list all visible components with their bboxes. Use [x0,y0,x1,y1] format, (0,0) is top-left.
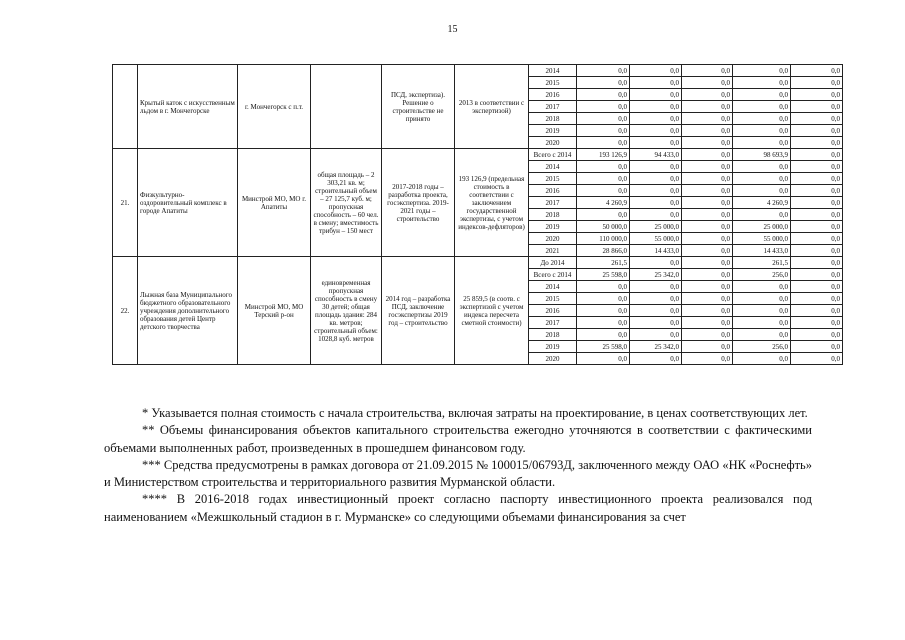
object-name: Физкультурно-оздоровительный комплекс в городе Апатиты [138,149,238,257]
value-regional-2: 0,0 [733,329,791,341]
object-stage: 2014 год – разработка ПСД, заключение госэкспертизы 2019 год – строительство [382,257,455,365]
value-municipal: 0,0 [791,329,843,341]
value-regional-2: 0,0 [733,125,791,137]
value-municipal: 0,0 [791,125,843,137]
value-municipal: 0,0 [791,353,843,365]
financing-table [112,64,843,365]
value-regional-2: 0,0 [733,185,791,197]
object-stage: ПСД, экспертиза). Решение о строительстве не принято [382,65,455,149]
object-name: Крытый каток с искусственным льдом в г. Мончегорске [138,65,238,149]
value-total: 0,0 [577,353,630,365]
value-regional-1: 0,0 [682,173,733,185]
object-customer: Минстрой МО, МО Терский р-он [238,257,311,365]
footnote-3: *** Средства предусмотрены в рамках договора от 21.09.2015 № 100015/06793Д, заключенного между ОАО «НК «Роснефть» и Министерством строительства и территориального развития Мурманской области. [104,457,812,490]
table-row [113,149,843,161]
value-federal: 0,0 [630,197,682,209]
value-federal: 0,0 [630,317,682,329]
year-cell: До 2014 [529,257,577,269]
value-total: 193 126,9 [577,149,630,161]
table-row [113,65,843,77]
object-capacity [311,65,382,149]
object-name: Лыжная база Муниципального бюджетного образовательного учреждения дополнительного образования детей Центр детского творчества [138,257,238,365]
year-cell: 2018 [529,113,577,125]
value-regional-1: 0,0 [682,113,733,125]
value-regional-2: 0,0 [733,65,791,77]
object-customer: г. Мончегорск с п.т. [238,65,311,149]
value-municipal: 0,0 [791,65,843,77]
year-cell: 2020 [529,233,577,245]
value-regional-1: 0,0 [682,317,733,329]
object-capacity: общая площадь – 2 303,21 кв. м; строительный объем – 27 125,7 куб. м; пропускная способность – 60 чел. в смену; вместимость трибун – 150 мест [311,149,382,257]
object-stage: 2017-2018 годы – разработка проекта, госэкспертиза. 2019-2021 годы – строительство [382,149,455,257]
year-cell: 2017 [529,101,577,113]
value-municipal: 0,0 [791,197,843,209]
value-municipal: 0,0 [791,77,843,89]
value-regional-2: 0,0 [733,209,791,221]
value-total: 0,0 [577,125,630,137]
value-federal: 0,0 [630,65,682,77]
value-federal: 0,0 [630,293,682,305]
value-regional-2: 14 433,0 [733,245,791,257]
value-municipal: 0,0 [791,161,843,173]
value-municipal: 0,0 [791,221,843,233]
value-regional-1: 0,0 [682,329,733,341]
year-cell: 2015 [529,173,577,185]
object-customer: Минстрой МО, МО г. Апатиты [238,149,311,257]
object-cost: 25 859,5 (в соотв. с экспертизой с учетом индекса пересчета сметной стоимости) [455,257,529,365]
value-federal: 0,0 [630,125,682,137]
year-cell: 2015 [529,77,577,89]
object-number: 21. [113,149,138,257]
value-total: 0,0 [577,173,630,185]
year-cell: 2020 [529,353,577,365]
value-municipal: 0,0 [791,281,843,293]
year-cell: 2019 [529,341,577,353]
value-total: 261,5 [577,257,630,269]
value-federal: 25 342,0 [630,341,682,353]
value-regional-2: 0,0 [733,101,791,113]
value-regional-1: 0,0 [682,245,733,257]
value-total: 0,0 [577,101,630,113]
value-regional-1: 0,0 [682,65,733,77]
year-cell: 2019 [529,221,577,233]
value-municipal: 0,0 [791,149,843,161]
year-cell: 2016 [529,185,577,197]
value-municipal: 0,0 [791,209,843,221]
value-regional-1: 0,0 [682,125,733,137]
value-federal: 0,0 [630,173,682,185]
value-regional-2: 0,0 [733,353,791,365]
value-municipal: 0,0 [791,113,843,125]
value-municipal: 0,0 [791,185,843,197]
value-total: 0,0 [577,113,630,125]
value-federal: 0,0 [630,257,682,269]
value-regional-1: 0,0 [682,149,733,161]
year-cell: 2014 [529,65,577,77]
value-municipal: 0,0 [791,305,843,317]
value-total: 0,0 [577,329,630,341]
value-federal: 94 433,0 [630,149,682,161]
footnotes [104,405,812,526]
value-regional-2: 0,0 [733,305,791,317]
value-municipal: 0,0 [791,293,843,305]
value-regional-1: 0,0 [682,197,733,209]
value-regional-1: 0,0 [682,353,733,365]
value-federal: 0,0 [630,113,682,125]
value-total: 0,0 [577,65,630,77]
value-total: 0,0 [577,161,630,173]
value-federal: 0,0 [630,185,682,197]
value-total: 0,0 [577,209,630,221]
value-municipal: 0,0 [791,173,843,185]
year-cell: 2015 [529,293,577,305]
object-number [113,65,138,149]
value-regional-2: 0,0 [733,173,791,185]
year-cell: 2017 [529,317,577,329]
value-municipal: 0,0 [791,257,843,269]
value-regional-2: 55 000,0 [733,233,791,245]
year-cell: 2019 [529,125,577,137]
year-cell: 2014 [529,161,577,173]
page-number: 15 [447,24,458,35]
value-federal: 0,0 [630,77,682,89]
footnote-4: **** В 2016-2018 годах инвестиционный проект согласно паспорту инвестиционного проекта реализовался под наименованием «Межшкольный стадион в г. Мурманске» со следующими объемами финансирования за счет [104,492,812,524]
value-regional-1: 0,0 [682,101,733,113]
year-cell: 2016 [529,89,577,101]
footnote-1: * Указывается полная стоимость с начала строительства, включая затраты на проектирование, в ценах соответствующих лет. [142,406,808,420]
value-total: 25 598,0 [577,269,630,281]
value-municipal: 0,0 [791,233,843,245]
value-regional-1: 0,0 [682,257,733,269]
value-regional-2: 0,0 [733,77,791,89]
value-total: 0,0 [577,293,630,305]
value-total: 0,0 [577,89,630,101]
value-total: 0,0 [577,185,630,197]
value-total: 0,0 [577,77,630,89]
value-regional-2: 0,0 [733,137,791,149]
value-federal: 0,0 [630,137,682,149]
value-federal: 0,0 [630,89,682,101]
value-regional-2: 0,0 [733,317,791,329]
value-federal: 0,0 [630,281,682,293]
value-regional-1: 0,0 [682,293,733,305]
value-federal: 0,0 [630,353,682,365]
value-regional-1: 0,0 [682,161,733,173]
value-regional-2: 98 693,9 [733,149,791,161]
value-federal: 25 000,0 [630,221,682,233]
value-municipal: 0,0 [791,317,843,329]
value-municipal: 0,0 [791,89,843,101]
year-cell: 2021 [529,245,577,257]
object-cost: 2013 в соответствии с экспертизой) [455,65,529,149]
value-regional-1: 0,0 [682,233,733,245]
footnote-2: ** Объемы финансирования объектов капитального строительства ежегодно уточняются в соответствии с фактическими объемами выполненных работ, произведенных в прошедшем финансовом году. [104,423,812,455]
value-regional-1: 0,0 [682,137,733,149]
value-regional-2: 256,0 [733,341,791,353]
value-regional-2: 0,0 [733,161,791,173]
object-number: 22. [113,257,138,365]
value-total: 28 866,0 [577,245,630,257]
object-capacity: единовременная пропускная способность в смену 30 детей; общая площадь здания: 284 кв. метров; строительный объем: 1028,8 куб. метров [311,257,382,365]
value-regional-1: 0,0 [682,89,733,101]
value-regional-2: 0,0 [733,281,791,293]
value-federal: 0,0 [630,209,682,221]
year-cell: 2020 [529,137,577,149]
value-federal: 14 433,0 [630,245,682,257]
object-cost: 193 126,9 (предельная стоимость в соответствии с заключением государственной экспертизы, с учетом индексов-дефляторов) [455,149,529,257]
year-cell: Всего с 2014 [529,269,577,281]
value-total: 0,0 [577,317,630,329]
value-regional-2: 261,5 [733,257,791,269]
table-row [113,257,843,269]
value-regional-2: 0,0 [733,113,791,125]
value-regional-2: 25 000,0 [733,221,791,233]
value-regional-1: 0,0 [682,77,733,89]
value-municipal: 0,0 [791,341,843,353]
year-cell: 2018 [529,209,577,221]
value-federal: 0,0 [630,161,682,173]
value-regional-2: 0,0 [733,89,791,101]
value-regional-2: 0,0 [733,293,791,305]
year-cell: Всего с 2014 [529,149,577,161]
value-municipal: 0,0 [791,137,843,149]
value-municipal: 0,0 [791,245,843,257]
value-total: 4 260,9 [577,197,630,209]
value-total: 25 598,0 [577,341,630,353]
value-municipal: 0,0 [791,269,843,281]
value-total: 0,0 [577,137,630,149]
value-total: 0,0 [577,305,630,317]
value-federal: 0,0 [630,101,682,113]
value-regional-1: 0,0 [682,281,733,293]
value-regional-1: 0,0 [682,341,733,353]
value-total: 0,0 [577,281,630,293]
value-total: 110 000,0 [577,233,630,245]
year-cell: 2017 [529,197,577,209]
value-regional-2: 256,0 [733,269,791,281]
value-regional-1: 0,0 [682,209,733,221]
value-federal: 0,0 [630,329,682,341]
value-regional-1: 0,0 [682,185,733,197]
value-total: 50 000,0 [577,221,630,233]
year-cell: 2014 [529,281,577,293]
value-federal: 0,0 [630,305,682,317]
value-regional-1: 0,0 [682,269,733,281]
value-federal: 25 342,0 [630,269,682,281]
value-regional-2: 4 260,9 [733,197,791,209]
year-cell: 2018 [529,329,577,341]
value-federal: 55 000,0 [630,233,682,245]
value-municipal: 0,0 [791,101,843,113]
value-regional-1: 0,0 [682,221,733,233]
value-regional-1: 0,0 [682,305,733,317]
year-cell: 2016 [529,305,577,317]
